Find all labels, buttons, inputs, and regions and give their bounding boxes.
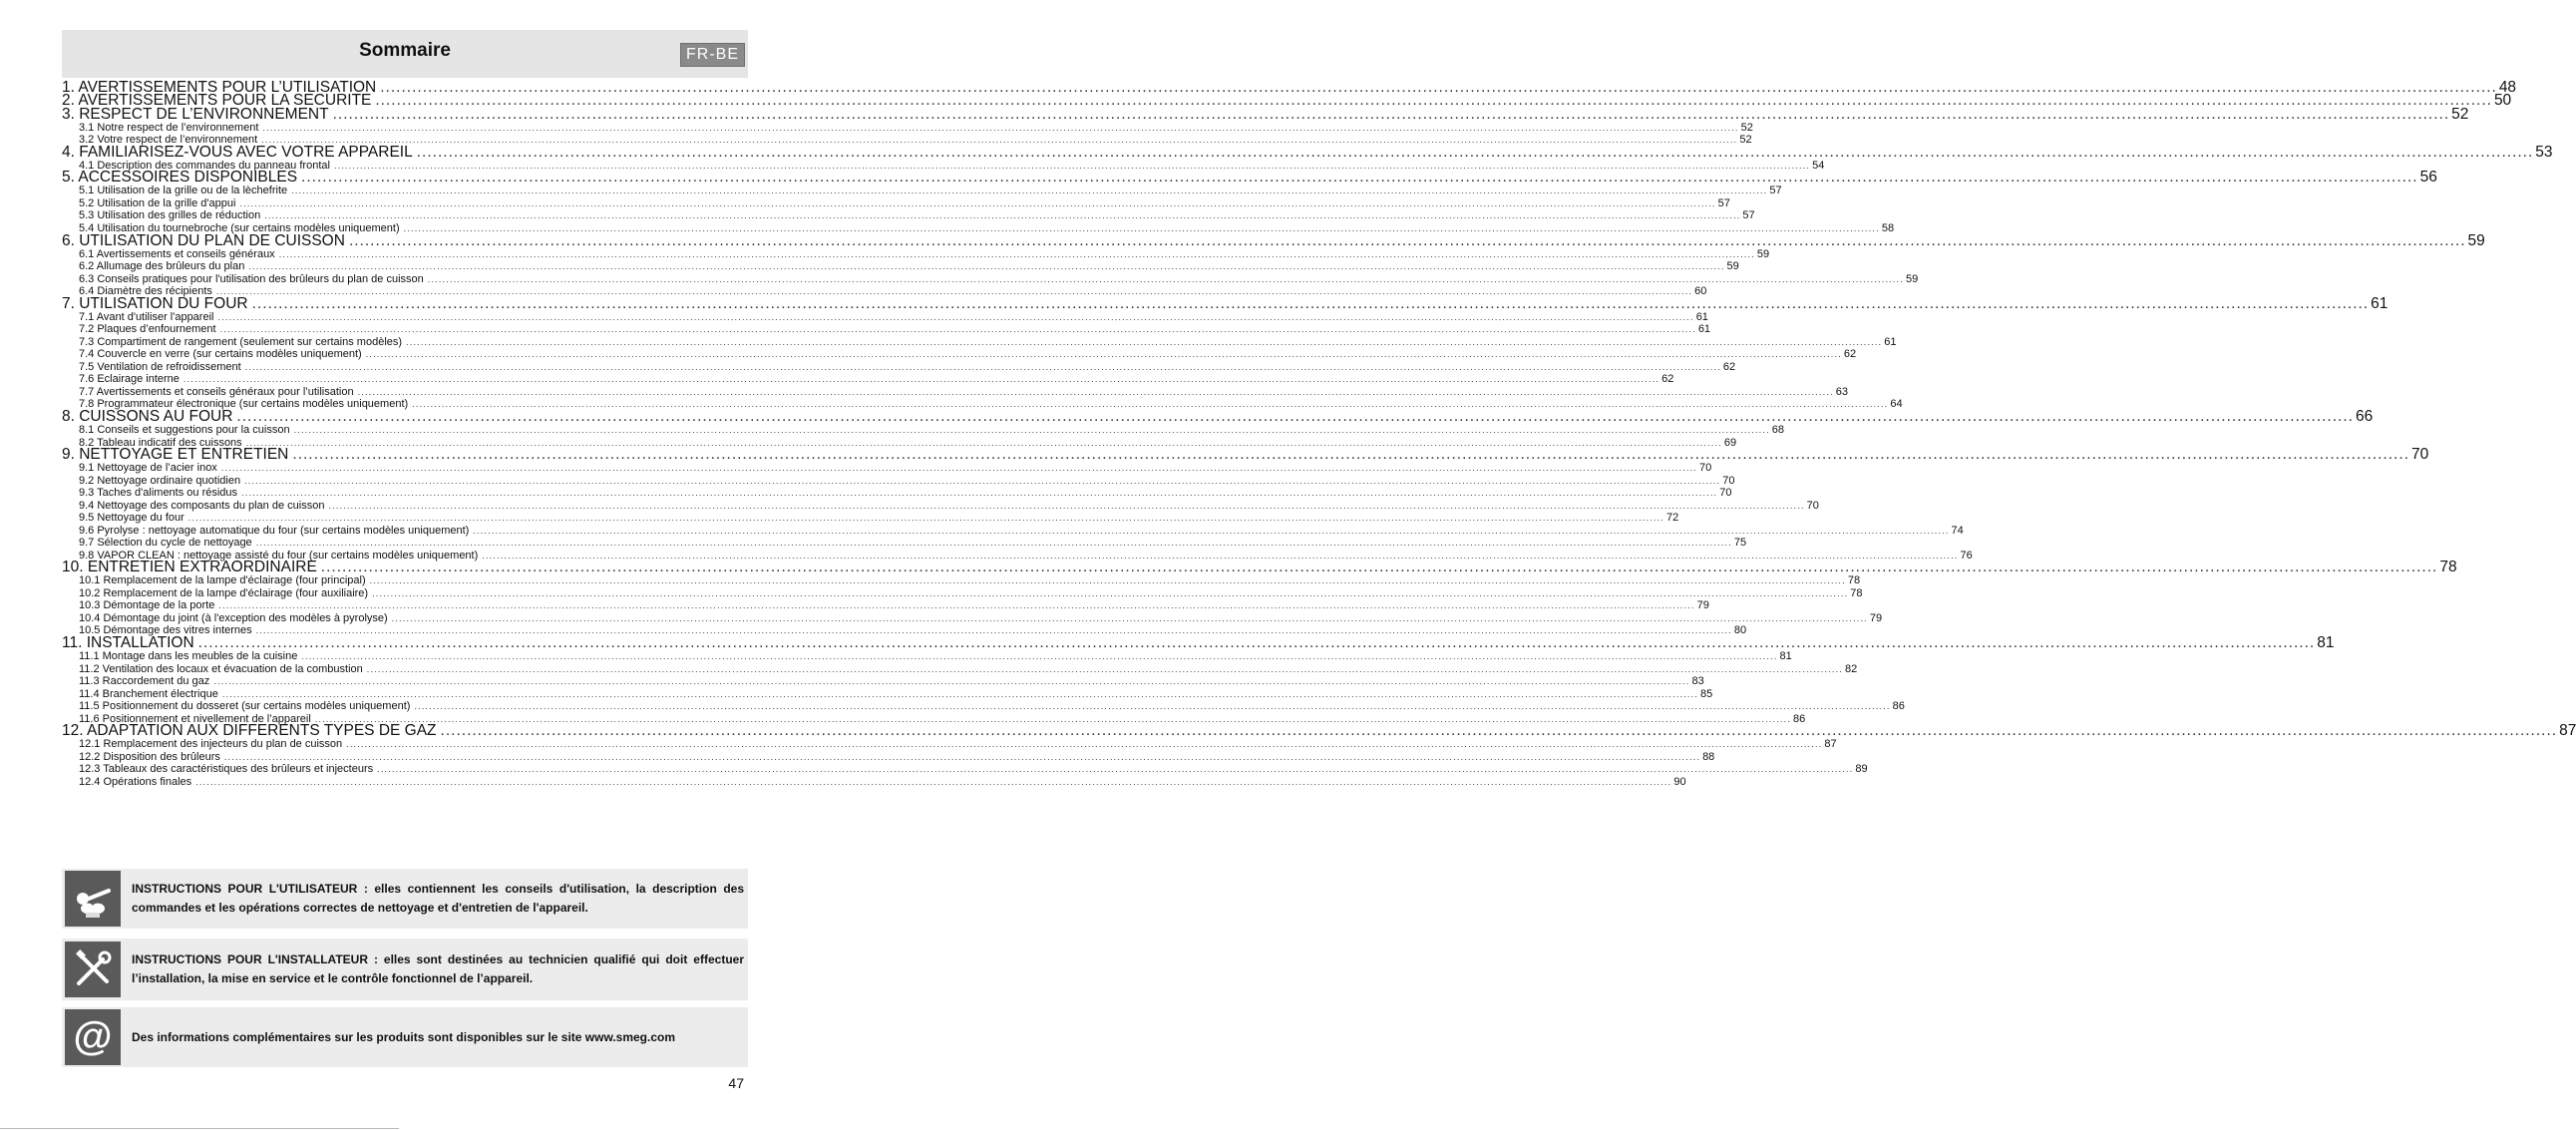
- toc-label: 9.7 Sélection du cycle de nettoyage: [79, 537, 252, 550]
- toc-page: 79: [1869, 611, 1883, 624]
- chef-hat-icon: [65, 871, 121, 927]
- toc-page: 87: [2559, 722, 2576, 740]
- toc-page: 61: [1695, 310, 1708, 323]
- toc-page: 52: [1740, 121, 1753, 134]
- toc-leader: ................................................................................................................................................................................................................................................................................................................................................................................................................: [213, 676, 1690, 687]
- toc-label: 6. UTILISATION DU PLAN DE CUISSON: [62, 231, 345, 249]
- toc-label: 7.3 Compartiment de rangement (seulement sur certains modèles): [79, 335, 403, 348]
- toc-page: 70: [2410, 446, 2429, 464]
- web-info-notice: [62, 1007, 748, 1067]
- toc-label: 11.3 Raccordement du gaz: [79, 675, 210, 688]
- toc-leader: ................................................................................................................................................................................................................................................................................................................................................................................................................: [416, 143, 2534, 161]
- toc-chapter[interactable]: [62, 559, 2457, 576]
- toc-leader: ................................................................................................................................................................................................................................................................................................................................................................................................................: [365, 349, 1842, 360]
- toc-page: 86: [1892, 700, 1905, 713]
- table-of-contents: [62, 79, 2576, 788]
- toc-page: 79: [1696, 599, 1709, 612]
- toc-leader: ................................................................................................................................................................................................................................................................................................................................................................................................................: [369, 575, 1846, 586]
- toc-section[interactable]: [62, 650, 1792, 663]
- toc-page: 87: [1824, 738, 1837, 751]
- toc-label: 5.2 Utilisation de la grille d'appui: [79, 196, 236, 209]
- toc-label: 1. AVERTISSEMENTS POUR L’UTILISATION: [62, 79, 377, 97]
- toc-section[interactable]: [62, 687, 1713, 701]
- toc-chapter[interactable]: [62, 169, 2437, 187]
- toc-leader: ................................................................................................................................................................................................................................................................................................................................................................................................................: [314, 713, 1791, 724]
- toc-leader: ................................................................................................................................................................................................................................................................................................................................................................................................................: [223, 751, 1701, 762]
- toc-leader: ................................................................................................................................................................................................................................................................................................................................................................................................................: [264, 210, 1741, 221]
- toc-leader: ................................................................................................................................................................................................................................................................................................................................................................................................................: [197, 634, 2316, 652]
- toc-leader: ................................................................................................................................................................................................................................................................................................................................................................................................................: [375, 92, 2492, 110]
- tools-icon: [65, 942, 121, 997]
- page-title: Sommaire: [359, 40, 451, 61]
- toc-chapter[interactable]: [62, 105, 2469, 123]
- toc-page: 59: [1756, 247, 1770, 260]
- toc-page: 80: [1733, 624, 1747, 637]
- toc-section[interactable]: [62, 360, 1736, 374]
- toc-label: 7. UTILISATION DU FOUR: [62, 294, 248, 312]
- toc-leader: ................................................................................................................................................................................................................................................................................................................................................................................................................: [262, 122, 1739, 133]
- toc-leader: ................................................................................................................................................................................................................................................................................................................................................................................................................: [357, 386, 1834, 397]
- toc-section[interactable]: [62, 700, 1905, 713]
- toc-label: 7.8 Programmateur électronique (sur certains modèles uniquement): [79, 398, 409, 411]
- toc-page: 81: [2317, 634, 2335, 652]
- toc-page: 70: [1699, 462, 1712, 475]
- toc-page: 72: [1666, 512, 1679, 525]
- toc-label: 11.5 Positionnement du dosseret (sur certains modèles uniquement): [79, 700, 411, 713]
- toc-leader: ................................................................................................................................................................................................................................................................................................................................................................................................................: [320, 559, 2438, 576]
- toc-chapter[interactable]: [62, 408, 2374, 425]
- toc-page: 83: [1691, 675, 1704, 688]
- toc-label: 6.3 Conseils pratiques pour l'utilisation des brûleurs du plan de cuisson: [79, 272, 424, 285]
- toc-section[interactable]: [62, 487, 1732, 500]
- toc-leader: ................................................................................................................................................................................................................................................................................................................................................................................................................: [412, 399, 1889, 410]
- toc-leader: ................................................................................................................................................................................................................................................................................................................................................................................................................: [391, 612, 1868, 623]
- toc-section[interactable]: [62, 512, 1679, 525]
- toc-page: 74: [1951, 524, 1964, 537]
- toc-label: 9.3 Taches d'aliments ou résidus: [79, 487, 238, 500]
- toc-leader: ................................................................................................................................................................................................................................................................................................................................................................................................................: [440, 722, 2558, 740]
- toc-page: 88: [1702, 750, 1715, 763]
- toc-label: 7.6 Eclairage interne: [79, 373, 180, 386]
- toc-section[interactable]: [62, 462, 1712, 475]
- toc-label: 10. ENTRETIEN EXTRAORDINAIRE: [62, 559, 317, 576]
- toc-page: 56: [2419, 169, 2437, 187]
- toc-leader: ................................................................................................................................................................................................................................................................................................................................................................................................................: [301, 651, 1778, 662]
- toc-page: 59: [1905, 272, 1919, 285]
- toc-section[interactable]: [62, 373, 1674, 386]
- toc-leader: ................................................................................................................................................................................................................................................................................................................................................................................................................: [219, 324, 1696, 335]
- toc-label: 8.1 Conseils et suggestions pour la cuisson: [79, 424, 290, 436]
- toc-section[interactable]: [62, 763, 1868, 776]
- toc-leader: ................................................................................................................................................................................................................................................................................................................................................................................................................: [414, 701, 1891, 712]
- toc-page: 50: [2493, 92, 2512, 110]
- toc-label: 10.4 Démontage du joint (à l'exception des modèles à pyrolyse): [79, 611, 388, 624]
- toc-label: 2. AVERTISSEMENTS POUR LA SECURITE: [62, 92, 372, 110]
- toc-leader: ................................................................................................................................................................................................................................................................................................................................................................................................................: [244, 475, 1721, 486]
- toc-label: 3.1 Notre respect de l’environnement: [79, 121, 259, 134]
- toc-leader: ................................................................................................................................................................................................................................................................................................................................................................................................................: [255, 538, 1732, 549]
- toc-page: 63: [1835, 385, 1849, 398]
- toc-label: 7.7 Avertissements et conseils généraux pour l’utilisation: [79, 385, 354, 398]
- toc-label: 7.1 Avant d'utiliser l'appareil: [79, 310, 214, 323]
- toc-leader: ................................................................................................................................................................................................................................................................................................................................................................................................................: [195, 776, 1672, 787]
- toc-label: 8. CUISSONS AU FOUR: [62, 408, 233, 425]
- at-sign-icon: [65, 1009, 121, 1065]
- toc-page: 60: [1694, 285, 1707, 298]
- toc-page: 61: [1884, 335, 1897, 348]
- page-header: [62, 30, 748, 78]
- toc-label: 12.3 Tableaux des caractéristiques des brûleurs et injecteurs: [79, 763, 374, 776]
- toc-section[interactable]: [62, 611, 1883, 625]
- toc-section[interactable]: [62, 424, 1785, 437]
- toc-leader: ................................................................................................................................................................................................................................................................................................................................................................................................................: [255, 625, 1732, 636]
- toc-leader: ................................................................................................................................................................................................................................................................................................................................................................................................................: [372, 587, 1849, 598]
- toc-leader: ................................................................................................................................................................................................................................................................................................................................................................................................................: [241, 488, 1718, 499]
- toc-label: 3. RESPECT DE L’ENVIRONNEMENT: [62, 105, 329, 123]
- toc-section[interactable]: [62, 310, 1708, 324]
- toc-page: 62: [1661, 373, 1674, 386]
- toc-chapter[interactable]: [62, 634, 2335, 652]
- toc-page: 78: [1850, 586, 1863, 599]
- toc-leader: ................................................................................................................................................................................................................................................................................................................................................................................................................: [187, 513, 1664, 524]
- toc-label: 9.6 Pyrolyse : nettoyage automatique du four (sur certains modèles uniquement): [79, 524, 470, 537]
- toc-page: 62: [1722, 360, 1736, 373]
- toc-label: 12.1 Remplacement des injecteurs du plan de cuisson: [79, 738, 343, 751]
- toc-leader: ................................................................................................................................................................................................................................................................................................................................................................................................................: [473, 525, 1950, 536]
- toc-page: 75: [1733, 537, 1747, 550]
- toc-leader: ................................................................................................................................................................................................................................................................................................................................................................................................................: [278, 248, 1755, 259]
- toc-label: 9.8 VAPOR CLEAN : nettoyage assisté du four (sur certains modèles uniquement): [79, 549, 479, 562]
- toc-page: 59: [1726, 260, 1739, 273]
- toc-leader: ................................................................................................................................................................................................................................................................................................................................................................................................................: [236, 408, 2354, 425]
- toc-chapter[interactable]: [62, 446, 2429, 464]
- toc-page: 57: [1717, 196, 1730, 209]
- toc-chapter[interactable]: [62, 143, 2553, 161]
- toc-section[interactable]: [62, 272, 1919, 286]
- toc-label: 9.4 Nettoyage des composants du plan de cuisson: [79, 499, 325, 512]
- toc-leader: ................................................................................................................................................................................................................................................................................................................................................................................................................: [348, 231, 2466, 249]
- toc-page: 48: [2498, 79, 2517, 97]
- toc-page: 54: [1812, 159, 1825, 172]
- toc-label: 12.4 Opérations finales: [79, 775, 192, 788]
- toc-chapter[interactable]: [62, 231, 2485, 249]
- toc-leader: ................................................................................................................................................................................................................................................................................................................................................................................................................: [248, 261, 1725, 272]
- toc-page: 52: [2451, 105, 2469, 123]
- toc-page: 69: [1723, 436, 1737, 449]
- toc-leader: ................................................................................................................................................................................................................................................................................................................................................................................................................: [377, 764, 1854, 775]
- user-instructions-text: INSTRUCTIONS POUR L'UTILISATEUR : elles contiennent les conseils d'utilisation, la description des commandes et les opérations correctes de nettoyage et d'entretien de l'appareil.: [132, 882, 744, 915]
- toc-leader: ................................................................................................................................................................................................................................................................................................................................................................................................................: [220, 463, 1698, 474]
- toc-leader: ................................................................................................................................................................................................................................................................................................................................................................................................................: [333, 160, 1811, 171]
- toc-page: 70: [1719, 487, 1732, 500]
- toc-chapter[interactable]: [62, 294, 2389, 312]
- toc-page: 61: [1697, 323, 1711, 336]
- toc-leader: ................................................................................................................................................................................................................................................................................................................................................................................................................: [427, 273, 1904, 284]
- bottom-rule: [0, 1128, 399, 1129]
- toc-leader: ................................................................................................................................................................................................................................................................................................................................................................................................................: [215, 286, 1693, 297]
- toc-section[interactable]: [62, 121, 1753, 135]
- toc-label: 7.4 Couvercle en verre (sur certains modèles uniquement): [79, 348, 362, 361]
- toc-label: 11. INSTALLATION: [62, 634, 194, 652]
- toc-section[interactable]: [62, 209, 1755, 222]
- toc-page: 61: [2371, 294, 2389, 312]
- toc-label: 12.2 Disposition des brûleurs: [79, 750, 220, 763]
- toc-section[interactable]: [62, 323, 1711, 336]
- toc-section[interactable]: [62, 586, 1863, 600]
- page-number: 47: [728, 1075, 744, 1091]
- user-instructions-notice: [62, 869, 748, 929]
- toc-label: 10.2 Remplacement de la lampe d'éclairage (four auxiliaire): [79, 586, 369, 599]
- toc-section[interactable]: [62, 474, 1735, 488]
- toc-label: 10.5 Démontage des vitres internes: [79, 624, 252, 637]
- toc-page: 57: [1742, 209, 1755, 222]
- toc-label: 5.1 Utilisation de la grille ou de la lèchefrite: [79, 185, 288, 197]
- toc-leader: ................................................................................................................................................................................................................................................................................................................................................................................................................: [239, 197, 1716, 208]
- toc-page: 70: [1722, 474, 1735, 487]
- toc-leader: ................................................................................................................................................................................................................................................................................................................................................................................................................: [346, 739, 1823, 750]
- toc-page: 82: [1844, 662, 1858, 675]
- toc-label: 10.1 Remplacement de la lampe d'éclairage (four principal): [79, 574, 366, 587]
- toc-page: 52: [1739, 134, 1752, 147]
- toc-section[interactable]: [62, 662, 1858, 676]
- installer-instructions-notice: [62, 939, 748, 1000]
- toc-label: 6.4 Diamètre des récipients: [79, 285, 212, 298]
- toc-page: 68: [1771, 424, 1785, 436]
- toc-label: 4. FAMILIARISEZ-VOUS AVEC VOTRE APPAREIL: [62, 143, 413, 161]
- toc-leader: ................................................................................................................................................................................................................................................................................................................................................................................................................: [380, 79, 2497, 97]
- svg-text:@: @: [73, 1014, 113, 1058]
- toc-leader: ................................................................................................................................................................................................................................................................................................................................................................................................................: [301, 169, 2418, 187]
- toc-page: 58: [1881, 221, 1895, 234]
- toc-label: 6.2 Allumage des brûleurs du plan: [79, 260, 245, 273]
- toc-leader: ................................................................................................................................................................................................................................................................................................................................................................................................................: [292, 446, 2409, 464]
- toc-leader: ................................................................................................................................................................................................................................................................................................................................................................................................................: [406, 336, 1883, 347]
- toc-leader: ................................................................................................................................................................................................................................................................................................................................................................................................................: [482, 550, 1959, 561]
- language-badge: FR-BE: [680, 43, 745, 67]
- toc-page: 64: [1890, 398, 1903, 411]
- toc-label: 11.1 Montage dans les meubles de la cuisine: [79, 650, 298, 663]
- toc-section[interactable]: [62, 335, 1897, 349]
- toc-label: 10.3 Démontage de la porte: [79, 599, 215, 612]
- toc-section[interactable]: [62, 385, 1849, 399]
- toc-leader: ................................................................................................................................................................................................................................................................................................................................................................................................................: [183, 374, 1660, 385]
- toc-label: 9. NETTOYAGE ET ENTRETIEN: [62, 446, 289, 464]
- toc-label: 7.2 Plaques d’enfournement: [79, 323, 216, 336]
- toc-page: 70: [1806, 499, 1819, 512]
- web-info-text: Des informations complémentaires sur les produits sont disponibles sur le site www.smeg.com: [132, 1029, 676, 1044]
- toc-section[interactable]: [62, 738, 1837, 751]
- toc-label: 5.4 Utilisation du tournebroche (sur certains modèles uniquement): [79, 221, 400, 234]
- toc-section[interactable]: [62, 599, 1709, 612]
- toc-section[interactable]: [62, 675, 1704, 688]
- toc-page: 86: [1792, 712, 1806, 725]
- toc-section[interactable]: [62, 499, 1819, 513]
- toc-label: 8.2 Tableau indicatif des cuissons: [79, 436, 242, 449]
- toc-label: 7.5 Ventilation de refroidissement: [79, 360, 241, 373]
- toc-leader: ................................................................................................................................................................................................................................................................................................................................................................................................................: [221, 688, 1699, 699]
- toc-section[interactable]: [62, 348, 1857, 361]
- toc-page: 78: [1847, 574, 1861, 587]
- toc-section[interactable]: [62, 524, 1964, 538]
- toc-label: 9.2 Nettoyage ordinaire quotidien: [79, 474, 241, 487]
- toc-leader: ................................................................................................................................................................................................................................................................................................................................................................................................................: [366, 663, 1843, 674]
- toc-label: 9.1 Nettoyage de l’acier inox: [79, 462, 217, 475]
- toc-label: 12. ADAPTATION AUX DIFFERENTS TYPES DE GAZ: [62, 722, 437, 740]
- toc-leader: ................................................................................................................................................................................................................................................................................................................................................................................................................: [332, 105, 2450, 123]
- toc-leader: ................................................................................................................................................................................................................................................................................................................................................................................................................: [251, 294, 2370, 312]
- toc-section[interactable]: [62, 260, 1739, 273]
- toc-page: 90: [1673, 775, 1686, 788]
- toc-section[interactable]: [62, 574, 1861, 587]
- toc-page: 57: [1769, 185, 1782, 197]
- toc-label: 4.1 Description des commandes du panneau frontal: [79, 159, 330, 172]
- toc-label: 11.4 Branchement électrique: [79, 687, 218, 700]
- toc-section[interactable]: [62, 537, 1747, 550]
- installer-instructions-text: INSTRUCTIONS POUR L'INSTALLATEUR : elles sont destinées au technicien qualifié qui doit effectuer l’installation, la mise en service et le contrôle fonctionnel de l’appareil.: [132, 952, 744, 985]
- toc-section[interactable]: [62, 247, 1770, 261]
- toc-leader: ................................................................................................................................................................................................................................................................................................................................................................................................................: [244, 361, 1721, 372]
- toc-page: 53: [2535, 143, 2553, 161]
- toc-leader: ................................................................................................................................................................................................................................................................................................................................................................................................................: [293, 425, 1770, 435]
- toc-label: 6.1 Avertissements et conseils généraux: [79, 247, 275, 260]
- toc-leader: ................................................................................................................................................................................................................................................................................................................................................................................................................: [218, 600, 1695, 611]
- toc-chapter[interactable]: [62, 722, 2576, 740]
- toc-label: 11.2 Ventilation des locaux et évacuation de la combustion: [79, 662, 363, 675]
- toc-section[interactable]: [62, 185, 1782, 197]
- toc-leader: ................................................................................................................................................................................................................................................................................................................................................................................................................: [217, 311, 1694, 322]
- toc-page: 81: [1779, 650, 1792, 663]
- toc-section[interactable]: [62, 196, 1730, 210]
- toc-page: 66: [2355, 408, 2374, 425]
- toc-page: 62: [1843, 348, 1857, 361]
- toc-section[interactable]: [62, 775, 1686, 789]
- toc-page: 85: [1700, 687, 1713, 700]
- toc-label: 11.6 Positionnement et nivellement de l’appareil: [79, 712, 311, 725]
- toc-leader: ................................................................................................................................................................................................................................................................................................................................................................................................................: [403, 222, 1880, 233]
- toc-page: 59: [2467, 231, 2485, 249]
- toc-section[interactable]: [62, 750, 1715, 764]
- toc-label: 9.5 Nettoyage du four: [79, 512, 184, 525]
- toc-label: 5. ACCESSOIRES DISPONIBLES: [62, 169, 298, 187]
- toc-leader: ................................................................................................................................................................................................................................................................................................................................................................................................................: [328, 500, 1805, 511]
- toc-leader: ................................................................................................................................................................................................................................................................................................................................................................................................................: [245, 437, 1722, 448]
- toc-label: 3.2 Votre respect de l’environnement: [79, 134, 258, 147]
- toc-page: 89: [1855, 763, 1868, 776]
- toc-leader: ................................................................................................................................................................................................................................................................................................................................................................................................................: [291, 186, 1768, 196]
- toc-page: 78: [2439, 559, 2457, 576]
- toc-leader: ................................................................................................................................................................................................................................................................................................................................................................................................................: [261, 135, 1738, 146]
- toc-label: 5.3 Utilisation des grilles de réduction: [79, 209, 261, 222]
- toc-page: 76: [1960, 549, 1973, 562]
